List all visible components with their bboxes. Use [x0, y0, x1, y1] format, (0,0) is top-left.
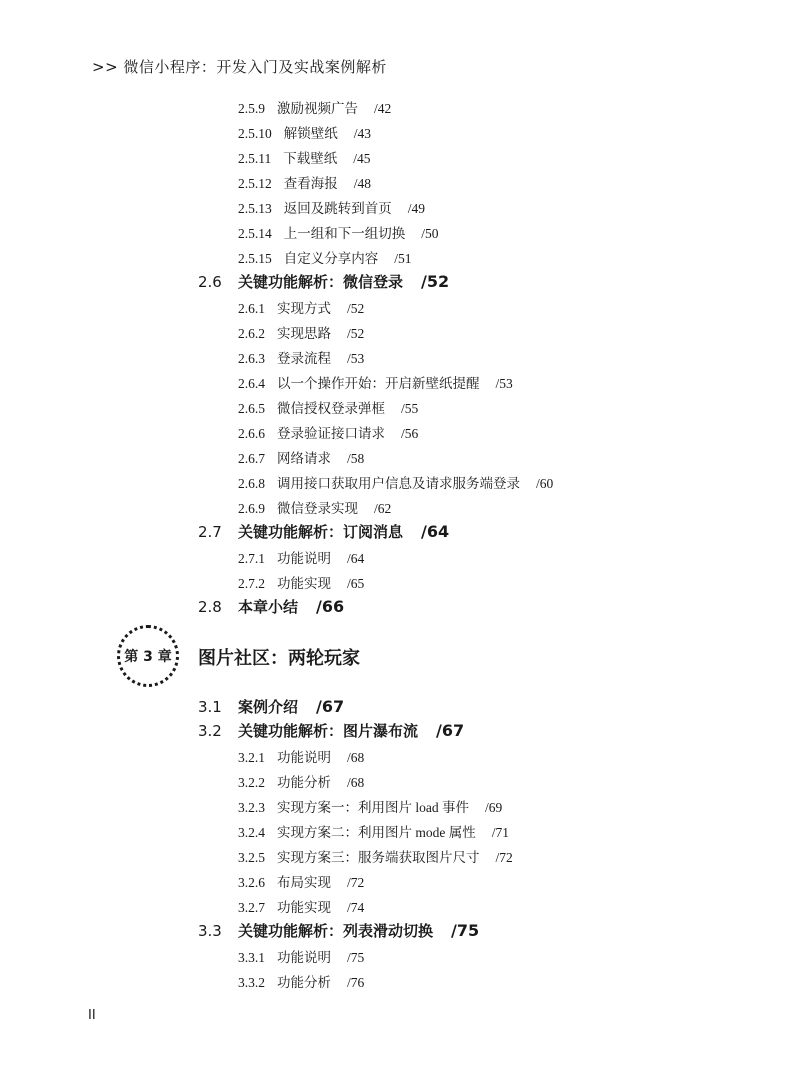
toc-entry-page: /51 [394, 251, 412, 266]
toc-subsection-entry [238, 846, 513, 866]
toc-subsection-entry [238, 946, 364, 966]
toc-entry-number: 3.2.3 [238, 800, 265, 815]
toc-entry-title: 解锁壁纸 [283, 126, 338, 141]
toc-entry-page: /74 [347, 900, 365, 915]
page-number: II [88, 1008, 96, 1023]
toc-subsection-entry [238, 297, 364, 317]
toc-entry-page: /66 [316, 597, 345, 616]
toc-entry-number: 2.6.2 [238, 326, 265, 341]
toc-entry-page: /75 [347, 950, 365, 965]
toc-subsection-entry [238, 222, 439, 242]
toc-subsection-entry [238, 746, 364, 766]
toc-entry-number: 2.7.2 [238, 576, 265, 591]
toc-entry-page: /65 [347, 576, 365, 591]
toc-entry-number: 2.8 [198, 598, 222, 616]
toc-entry-title: 功能说明 [277, 950, 331, 965]
toc-entry-title: 关键功能解析：图片瀑布流 [238, 722, 419, 740]
toc-entry-page: /62 [374, 501, 392, 516]
toc-entry-title: 实现方式 [277, 301, 331, 316]
toc-entry-page: /43 [353, 126, 372, 141]
toc-subsection-entry [238, 347, 364, 367]
toc-entry-number: 3.2.5 [238, 850, 265, 865]
toc-subsection-entry [238, 322, 364, 342]
toc-entry-number: 2.6.4 [238, 376, 265, 391]
toc-entry-title: 功能说明 [277, 551, 331, 566]
toc-entry-page: /67 [436, 721, 465, 740]
toc-entry-title: 关键功能解析：微信登录 [238, 273, 404, 291]
toc-entry-number: 2.5.15 [238, 251, 272, 266]
toc-entry-number: 2.6.6 [238, 426, 265, 441]
toc-entry-number: 3.3 [198, 922, 222, 940]
toc-entry-page: /67 [316, 697, 345, 716]
chapter-badge [117, 625, 179, 687]
toc-entry-number: 3.3.2 [238, 975, 265, 990]
toc-entry-number: 2.6.8 [238, 476, 265, 491]
toc-subsection-entry [238, 397, 418, 417]
toc-entry-title: 功能说明 [277, 750, 331, 765]
toc-entry-page: /64 [347, 551, 365, 566]
toc-entry-page: /72 [495, 850, 513, 865]
toc-entry-page: /76 [347, 975, 365, 990]
toc-subsection-entry [238, 771, 364, 791]
toc-entry-title: 下载壁纸 [283, 151, 338, 166]
toc-entry-number: 3.2.4 [238, 825, 265, 840]
toc-subsection-entry [238, 871, 364, 891]
toc-entry-number: 3.2.2 [238, 775, 265, 790]
toc-section-entry [198, 720, 464, 741]
toc-entry-page: /45 [353, 151, 371, 166]
toc-subsection-entry [238, 247, 412, 267]
toc-entry-title: 登录验证接口请求 [277, 426, 385, 441]
toc-entry-title: 查看海报 [283, 176, 338, 191]
toc-entry-number: 2.7 [198, 523, 222, 541]
toc-entry-page: /72 [347, 875, 365, 890]
toc-entry-number: 2.6.5 [238, 401, 265, 416]
toc-subsection-entry [238, 447, 364, 467]
toc-entry-number: 2.5.12 [238, 176, 272, 191]
toc-entry-title: 实现方案一：利用图片 load 事件 [277, 800, 469, 815]
toc-subsection-entry [238, 172, 371, 192]
toc-entry-page: /55 [401, 401, 419, 416]
toc-entry-title: 调用接口获取用户信息及请求服务端登录 [277, 476, 520, 491]
toc-entry-title: 关键功能解析：订阅消息 [238, 523, 404, 541]
toc-entry-page: /52 [347, 326, 365, 341]
toc-entry-title: 激励视频广告 [277, 101, 358, 116]
chapter-badge-label: 第 3 章 [124, 649, 172, 665]
toc-subsection-entry [238, 472, 553, 492]
toc-subsection-entry [238, 971, 364, 991]
toc-subsection-entry [238, 896, 364, 916]
toc-subsection-entry [238, 122, 371, 142]
toc-entry-page: /52 [347, 301, 365, 316]
toc-entry-page: /48 [353, 176, 372, 191]
toc-subsection-entry [238, 572, 364, 592]
toc-entry-number: 2.6.7 [238, 451, 265, 466]
toc-subsection-entry [238, 422, 418, 442]
toc-entry-number: 2.5.11 [238, 151, 272, 166]
toc-entry-title: 布局实现 [277, 875, 331, 890]
toc-entry-title: 以一个操作开始：开启新壁纸提醒 [277, 376, 480, 391]
toc-entry-title: 功能分析 [277, 975, 331, 990]
toc-entry-number: 3.2 [198, 722, 222, 740]
toc-entry-page: /56 [401, 426, 419, 441]
toc-entry-title: 自定义分享内容 [283, 251, 379, 266]
toc-entry-number: 2.6 [198, 273, 222, 291]
toc-entry-page: /75 [451, 921, 480, 940]
toc-entry-page: /53 [495, 376, 513, 391]
toc-entry-title: 实现思路 [277, 326, 331, 341]
toc-entry-title: 网络请求 [277, 451, 331, 466]
toc-entry-page: /49 [407, 201, 426, 216]
chapter-title: 图片社区：两轮玩家 [198, 648, 360, 669]
toc-entry-page: /60 [536, 476, 554, 491]
toc-entry-number: 2.5.13 [238, 201, 272, 216]
toc-entry-title: 登录流程 [277, 351, 331, 366]
toc-entry-number: 2.5.14 [238, 226, 272, 241]
toc-subsection-entry [238, 547, 364, 567]
toc-entry-title: 功能实现 [277, 900, 331, 915]
toc-entry-number: 3.1 [198, 698, 222, 716]
toc-section-entry [198, 596, 344, 617]
toc-entry-number: 3.2.7 [238, 900, 265, 915]
toc-entry-title: 功能实现 [277, 576, 331, 591]
toc-entry-title: 微信授权登录弹框 [277, 401, 385, 416]
toc-entry-number: 2.7.1 [238, 551, 265, 566]
toc-section-entry [198, 696, 344, 717]
toc-entry-page: /64 [421, 522, 450, 541]
toc-entry-number: 2.6.1 [238, 301, 265, 316]
toc-entry-page: /68 [347, 750, 365, 765]
toc-entry-number: 3.2.1 [238, 750, 265, 765]
toc-subsection-entry [238, 372, 513, 392]
toc-subsection-entry [238, 97, 391, 117]
toc-entry-page: /71 [491, 825, 510, 840]
toc-entry-title: 返回及跳转到首页 [283, 201, 392, 216]
toc-entry-number: 2.6.9 [238, 501, 265, 516]
toc-entry-title: 实现方案三：服务端获取图片尺寸 [277, 850, 480, 865]
toc-entry-title: 本章小结 [238, 598, 299, 616]
toc-entry-page: /69 [485, 800, 503, 815]
toc-entry-number: 2.6.3 [238, 351, 265, 366]
toc-entry-page: /42 [374, 101, 392, 116]
toc-entry-number: 2.5.10 [238, 126, 272, 141]
toc-entry-number: 3.3.1 [238, 950, 265, 965]
toc-entry-number: 3.2.6 [238, 875, 265, 890]
running-header: >> 微信小程序：开发入门及实战案例解析 [92, 58, 387, 76]
toc-entry-title: 功能分析 [277, 775, 331, 790]
toc-entry-page: /52 [421, 272, 450, 291]
toc-section-entry [198, 920, 479, 941]
toc-entry-title: 案例介绍 [238, 698, 299, 716]
toc-entry-title: 关键功能解析：列表滑动切换 [238, 922, 434, 940]
toc-entry-number: 2.5.9 [238, 101, 265, 116]
toc-entry-page: /68 [347, 775, 365, 790]
toc-section-entry [198, 521, 449, 542]
toc-entry-page: /53 [347, 351, 365, 366]
toc-subsection-entry [238, 147, 371, 167]
toc-entry-title: 微信登录实现 [277, 501, 358, 516]
toc-section-entry [198, 271, 449, 292]
toc-subsection-entry [238, 497, 391, 517]
toc-entry-page: /58 [347, 451, 365, 466]
toc-subsection-entry [238, 821, 509, 841]
toc-entry-title: 实现方案二：利用图片 mode 属性 [277, 825, 476, 840]
toc-entry-title: 上一组和下一组切换 [283, 226, 406, 241]
toc-entry-page: /50 [421, 226, 439, 241]
toc-subsection-entry [238, 197, 425, 217]
toc-subsection-entry [238, 796, 502, 816]
